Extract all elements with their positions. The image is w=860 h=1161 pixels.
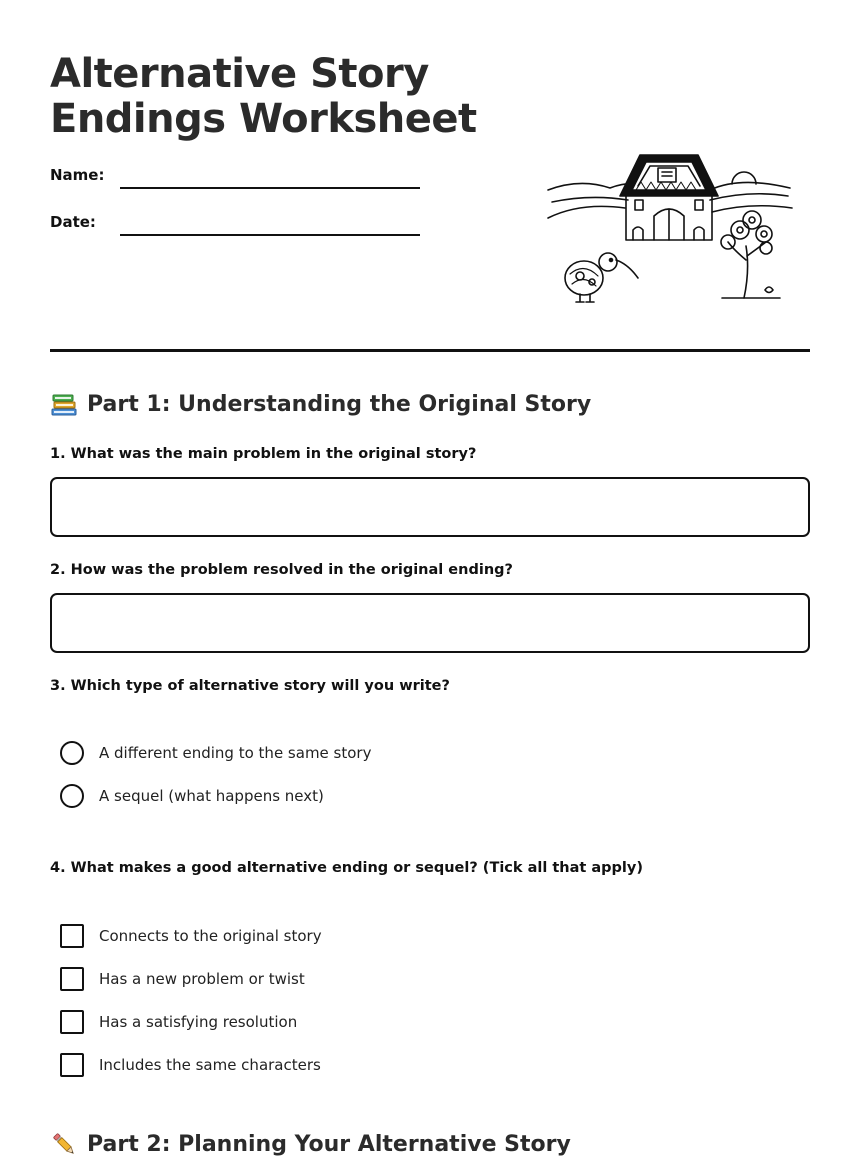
q4-option-resolution[interactable]: [60, 1010, 297, 1034]
radio-button[interactable]: [60, 784, 84, 808]
option-label: A sequel (what happens next): [99, 787, 324, 805]
q3-option-sequel[interactable]: [60, 784, 324, 808]
question-4: 4. What makes a good alternative ending or sequel? (Tick all that apply): [50, 860, 643, 876]
checkbox[interactable]: [60, 1010, 84, 1034]
pencil-icon: [50, 1130, 78, 1158]
answer-box-1[interactable]: [50, 477, 810, 537]
part2-heading: [50, 1130, 571, 1158]
q4-option-same-characters[interactable]: [60, 1053, 321, 1077]
question-1: 1. What was the main problem in the original story?: [50, 446, 477, 462]
name-label: Name:: [50, 166, 105, 184]
option-label: Has a new problem or twist: [99, 970, 305, 988]
option-label: Connects to the original story: [99, 927, 322, 945]
part2-title: Part 2: Planning Your Alternative Story: [87, 1131, 571, 1157]
name-field-line[interactable]: [120, 187, 420, 189]
option-label: Has a satisfying resolution: [99, 1013, 298, 1031]
radio-button[interactable]: [60, 741, 84, 765]
house-kiwi-tree-illustration: [540, 150, 800, 310]
question-3: 3. Which type of alternative story will you write?: [50, 678, 450, 694]
worksheet-title: Alternative Story Endings Worksheet: [50, 51, 477, 142]
part1-heading: [50, 390, 591, 418]
q3-option-different-ending[interactable]: [60, 741, 371, 765]
header-divider: [50, 349, 810, 352]
q4-option-new-problem[interactable]: [60, 967, 305, 991]
books-icon: [50, 390, 78, 418]
option-label: A different ending to the same story: [99, 744, 372, 762]
date-label: Date:: [50, 213, 96, 231]
answer-box-2[interactable]: [50, 593, 810, 653]
checkbox[interactable]: [60, 967, 84, 991]
option-label: Includes the same characters: [99, 1056, 321, 1074]
checkbox[interactable]: [60, 1053, 84, 1077]
checkbox[interactable]: [60, 924, 84, 948]
question-2: 2. How was the problem resolved in the original ending?: [50, 562, 513, 578]
date-field-line[interactable]: [120, 234, 420, 236]
q4-option-connects[interactable]: [60, 924, 322, 948]
part1-title: Part 1: Understanding the Original Story: [87, 391, 592, 417]
